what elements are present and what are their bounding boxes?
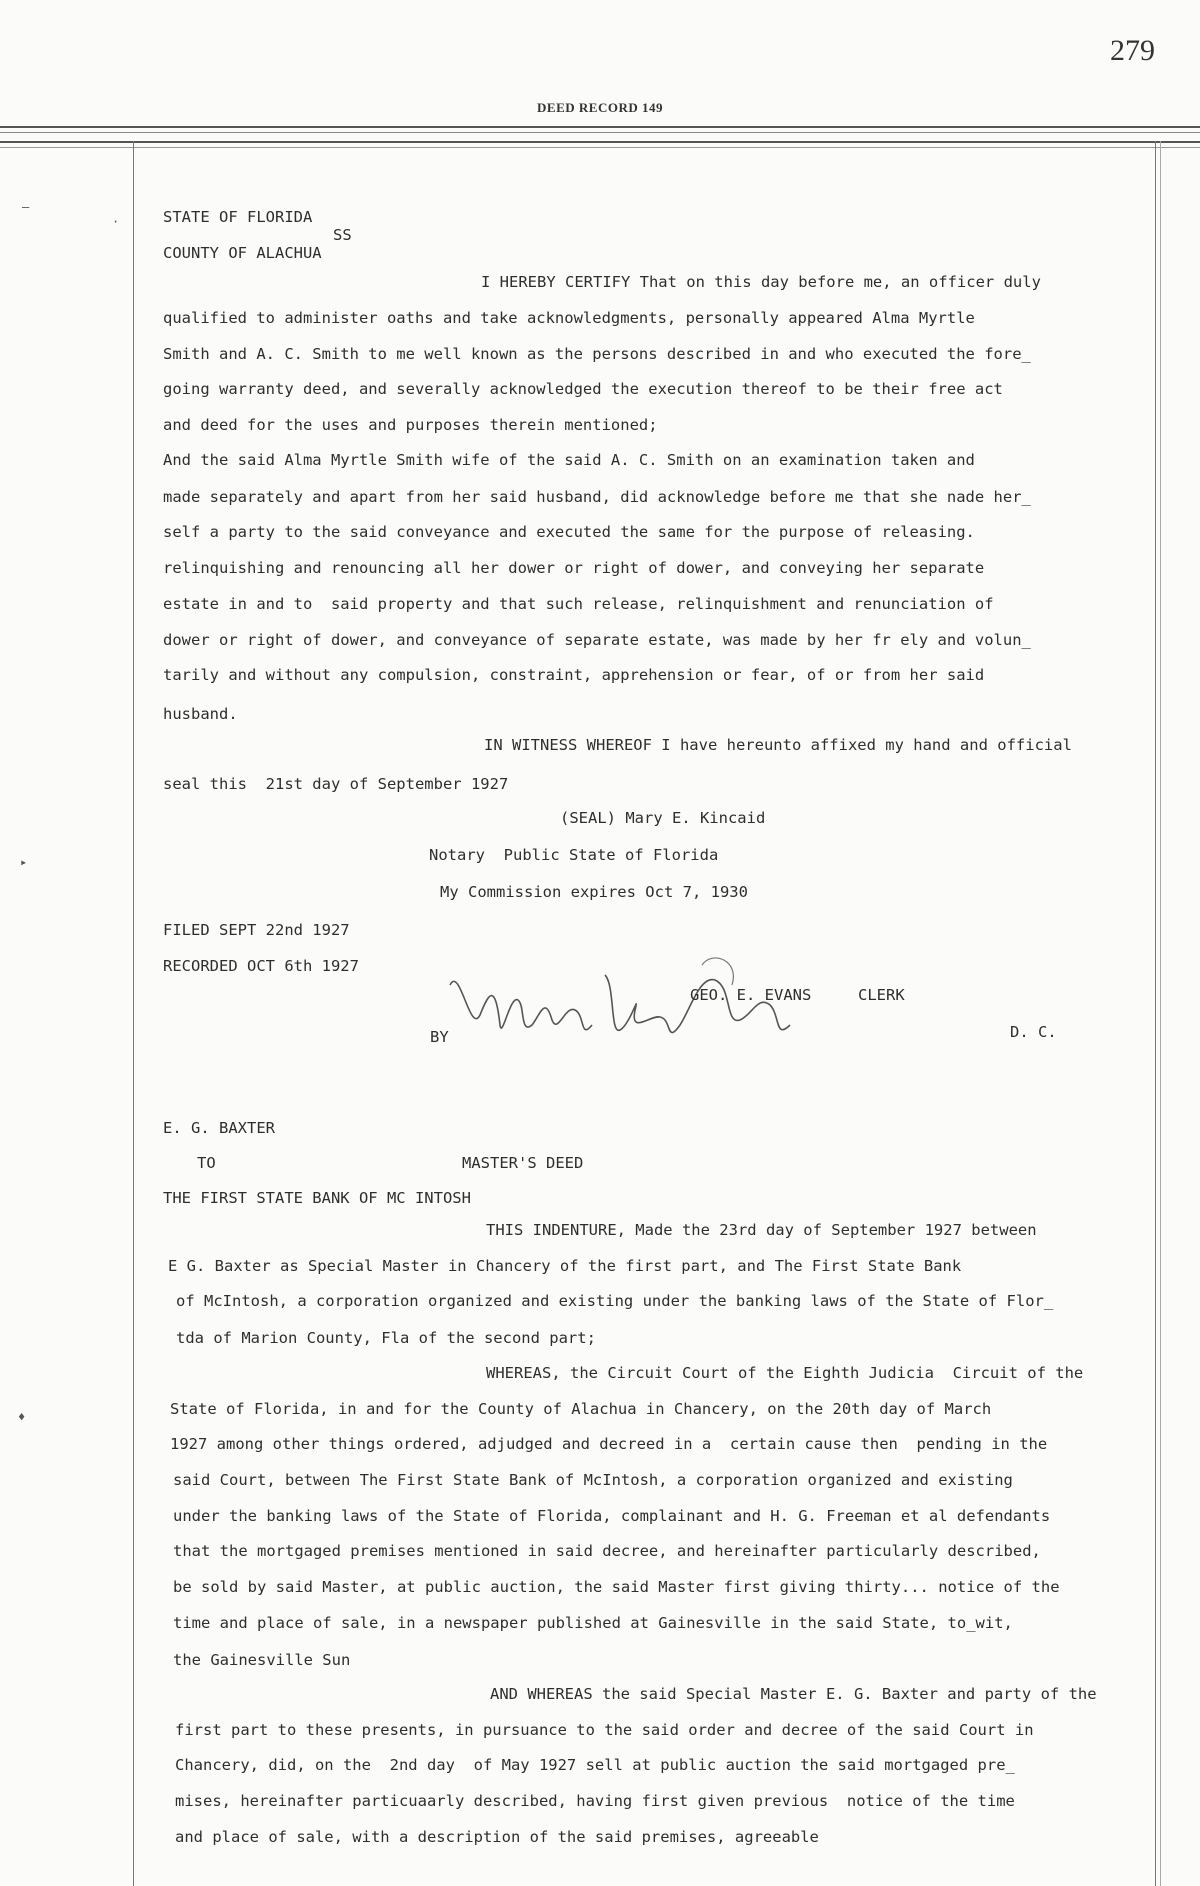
margin-mark: — <box>22 200 30 214</box>
clerk-name: GEO. E. EVANS <box>690 986 812 1004</box>
deed-line: WHEREAS, the Circuit Court of the Eighth Judicia Circuit of the <box>486 1364 1084 1382</box>
deed-line: Chancery, did, on the 2nd day of May 1927 sell at public auction the said mortgaged pre_ <box>175 1756 1015 1774</box>
certificate-line: dower or right of dower, and conveyance of separate estate, was made by her fr ely and volun_ <box>163 631 1031 649</box>
notary-commission: My Commission expires Oct 7, 1930 <box>440 883 748 901</box>
deed-title: MASTER'S DEED <box>462 1154 584 1172</box>
certificate-line: tarily and without any compulsion, constraint, apprehension or fear, of or from her said <box>163 666 985 684</box>
notary-signature: (SEAL) Mary E. Kincaid <box>560 809 766 827</box>
clerk-title: CLERK <box>858 986 905 1004</box>
running-head: DEED RECORD 149 <box>537 100 663 115</box>
deed-line: be sold by said Master, at public auction, the said Master first giving thirty... notice of the <box>173 1578 1060 1596</box>
deed-line: E G. Baxter as Special Master in Chancery of the first part, and The First State Bank <box>168 1257 962 1275</box>
certificate-line: estate in and to said property and that such release, relinquishment and renunciation of <box>163 595 994 613</box>
deed-grantee: THE FIRST STATE BANK OF MC INTOSH <box>163 1189 471 1207</box>
header-rule <box>0 126 1200 128</box>
deed-line: that the mortgaged premises mentioned in said decree, and hereinafter particularly described, <box>173 1542 1041 1560</box>
margin-mark: · <box>112 215 120 229</box>
certificate-line: Smith and A. C. Smith to me well known as the persons described in and who executed the fore_ <box>163 345 1031 363</box>
by-label: BY <box>430 1028 449 1046</box>
certificate-line: going warranty deed, and severally acknowledged the execution thereof to be their free act <box>163 380 1003 398</box>
deed-line: State of Florida, in and for the County of Alachua in Chancery, on the 20th day of March <box>170 1400 992 1418</box>
deed-line: tda of Marion County, Fla of the second part; <box>176 1329 596 1347</box>
notary-title: Notary Public State of Florida <box>429 846 719 864</box>
header-rule <box>0 147 1200 148</box>
certificate-line: relinquishing and renouncing all her dower or right of dower, and conveying her separate <box>163 559 985 577</box>
certificate-line: husband. <box>163 705 238 723</box>
margin-mark: ♦ <box>18 1410 26 1424</box>
certificate-line: qualified to administer oaths and take acknowledgments, personally appeared Alma Myrtle <box>163 309 975 327</box>
certificate-line: and deed for the uses and purposes therein mentioned; <box>163 416 658 434</box>
certificate-line: self a party to the said conveyance and executed the same for the purpose of releasing. <box>163 523 975 541</box>
margin-rule-right <box>1155 141 1156 1886</box>
filed-date: FILED SEPT 22nd 1927 <box>163 921 350 939</box>
margin-rule-left <box>133 141 134 1886</box>
margin-rule-right <box>1160 141 1161 1886</box>
margin-mark: ▸ <box>20 855 28 869</box>
deed-line: 1927 among other things ordered, adjudged and decreed in a certain cause then pending in the <box>170 1435 1048 1453</box>
deed-line: of McIntosh, a corporation organized and existing under the banking laws of the State of Flor_ <box>176 1292 1054 1310</box>
deed-line: AND WHEREAS the said Special Master E. G. Baxter and party of the <box>490 1685 1097 1703</box>
certificate-line: seal this 21st day of September 1927 <box>163 775 509 793</box>
header-rule <box>0 141 1200 143</box>
deed-line: under the banking laws of the State of Florida, complainant and H. G. Freeman et al defendants <box>173 1507 1051 1525</box>
deed-to: TO <box>197 1154 216 1172</box>
deed-line: said Court, between The First State Bank of McIntosh, a corporation organized and existing <box>173 1471 1013 1489</box>
deed-line: THIS INDENTURE, Made the 23rd day of September 1927 between <box>486 1221 1037 1239</box>
county-heading: COUNTY OF ALACHUA <box>163 244 322 262</box>
certificate-line: I HEREBY CERTIFY That on this day before me, an officer duly <box>481 273 1041 291</box>
page-number: 279 <box>1110 34 1155 67</box>
deputy-clerk-label: D. C. <box>1010 1023 1057 1041</box>
deputy-clerk-signature <box>440 955 820 1065</box>
certificate-line: made separately and apart from her said husband, did acknowledge before me that she nade her_ <box>163 488 1031 506</box>
deed-line: and place of sale, with a description of the said premises, agreeable <box>175 1828 819 1846</box>
deed-line: time and place of sale, in a newspaper published at Gainesville in the said State, to_wit, <box>173 1614 1013 1632</box>
deed-line: the Gainesville Sun <box>173 1651 351 1669</box>
recorded-date: RECORDED OCT 6th 1927 <box>163 957 359 975</box>
state-heading: STATE OF FLORIDA <box>163 208 313 226</box>
deed-line: first part to these presents, in pursuance to the said order and decree of the said Court in <box>175 1721 1034 1739</box>
header-rule <box>0 132 1200 133</box>
certificate-line: And the said Alma Myrtle Smith wife of the said A. C. Smith on an examination taken and <box>163 451 975 469</box>
ss-mark: SS <box>333 226 352 244</box>
deed-line: mises, hereinafter particuaarly described, having first given previous notice of the time <box>175 1792 1015 1810</box>
certificate-line: IN WITNESS WHEREOF I have hereunto affixed my hand and official <box>484 736 1072 754</box>
deed-grantor: E. G. BAXTER <box>163 1119 275 1137</box>
